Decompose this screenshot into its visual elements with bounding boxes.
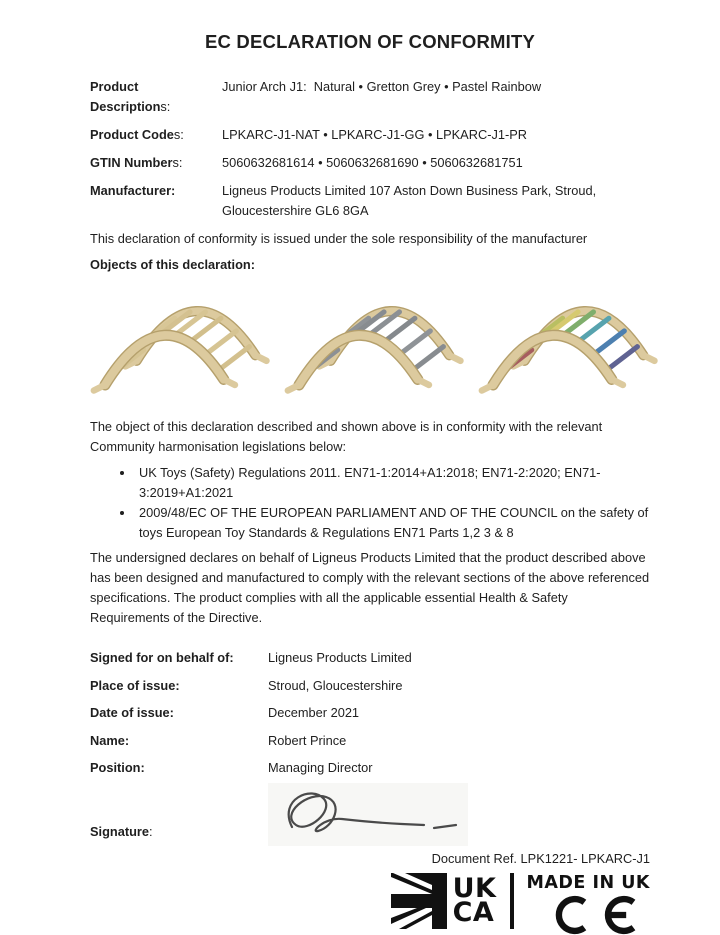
regulation-item: • 2009/48/EC OF THE EUROPEAN PARLIAMENT AND OF THE COUNCIL on the safety of toys European Toy Standards & Regulations EN71 Parts 1,2 3 & 8 — [135, 503, 650, 543]
position-value: Managing Director — [268, 760, 373, 775]
product-info-table — [90, 77, 650, 221]
name-label: Name: — [90, 732, 130, 748]
ce-mark-icon — [548, 895, 648, 935]
place-of-issue-label: Place of issue: — [90, 677, 180, 693]
position-label: Position: — [90, 760, 145, 775]
name-value: Robert Prince — [268, 732, 347, 748]
ukca-mark — [391, 873, 497, 929]
product-images — [90, 277, 650, 401]
union-jack-icon — [391, 873, 447, 929]
made-in-uk-block — [526, 873, 650, 935]
info-row-product-descriptions — [90, 77, 650, 117]
signature-scribble-icon — [268, 783, 468, 841]
regulations-list — [90, 463, 650, 543]
ukca-letters — [452, 872, 497, 928]
product-image-pastel-rainbow — [478, 281, 650, 397]
ukca-bottom-letters: CA — [452, 896, 495, 928]
product-image-natural — [90, 281, 262, 397]
page-title: EC DECLARATION OF CONFORMITY — [204, 31, 536, 52]
objects-heading: Objects of this declaration: — [90, 257, 255, 272]
place-of-issue-value: Stroud, Gloucestershire — [268, 677, 403, 693]
marks-divider — [510, 873, 514, 929]
responsibility-statement: This declaration of conformity is issued under the sole responsibility of the manufacturer — [90, 231, 588, 246]
info-row-value: 5060632681614 • 5060632681690 • 5060632681751 — [222, 155, 523, 170]
info-row-value: Ligneus Products Limited 107 Aston Down Business Park, Stroud, Gloucestershire GL6 8GA — [222, 183, 597, 218]
info-row-manufacturer — [90, 181, 650, 221]
info-row-label: Product Descriptions: — [90, 79, 171, 114]
signed-for-label: Signed for on behalf of: — [90, 650, 234, 665]
info-row-gtin-numbers — [90, 153, 650, 173]
date-of-issue-row — [90, 703, 650, 723]
undersigned-declaration: The undersigned declares on behalf of Ligneus Products Limited that the product described above has been designed and manufactured to comply with the relevant sections of the above referenced specifications. The product complies with all the applicable essential Health & Safety Requirements of the Directive. — [90, 550, 650, 625]
certification-marks — [90, 873, 650, 935]
info-row-label: Product Codes: — [90, 127, 184, 142]
date-of-issue-label: Date of issue: — [90, 705, 174, 720]
signature-scribble — [268, 783, 468, 846]
conformity-intro: The object of this declaration described and shown above is in conformity with the relevant Community harmonisation legislations below: — [90, 419, 603, 454]
signature-row — [90, 786, 650, 846]
info-row-product-codes — [90, 125, 650, 145]
document-reference: Document Ref. LPK1221- LPKARC-J1 — [431, 850, 650, 866]
ukca-top-letters: UK — [452, 872, 497, 904]
place-of-issue-row — [90, 676, 650, 696]
name-row — [90, 731, 650, 751]
product-image-gretton-grey — [284, 281, 456, 397]
date-of-issue-value: December 2021 — [268, 705, 360, 720]
signed-for-row — [90, 648, 650, 668]
signed-for-value: Ligneus Products Limited — [268, 650, 412, 665]
signature-label: Signature: — [90, 823, 153, 839]
made-in-uk-label: MADE IN UK — [526, 872, 650, 893]
signature-block — [90, 648, 650, 846]
info-row-label: GTIN Numbers: — [90, 155, 183, 170]
position-row — [90, 758, 650, 778]
info-row-value: LPKARC-J1-NAT • LPKARC-J1-GG • LPKARC-J1-PR — [222, 127, 528, 142]
info-row-label: Manufacturer: — [90, 183, 176, 198]
regulation-item: • UK Toys (Safety) Regulations 2011. EN71-1:2014+A1:2018; EN71-2:2020; EN71-3:2019+A1:2021 — [135, 463, 650, 503]
info-row-value: Junior Arch J1: Natural • Gretton Grey • Pastel Rainbow — [222, 79, 542, 94]
